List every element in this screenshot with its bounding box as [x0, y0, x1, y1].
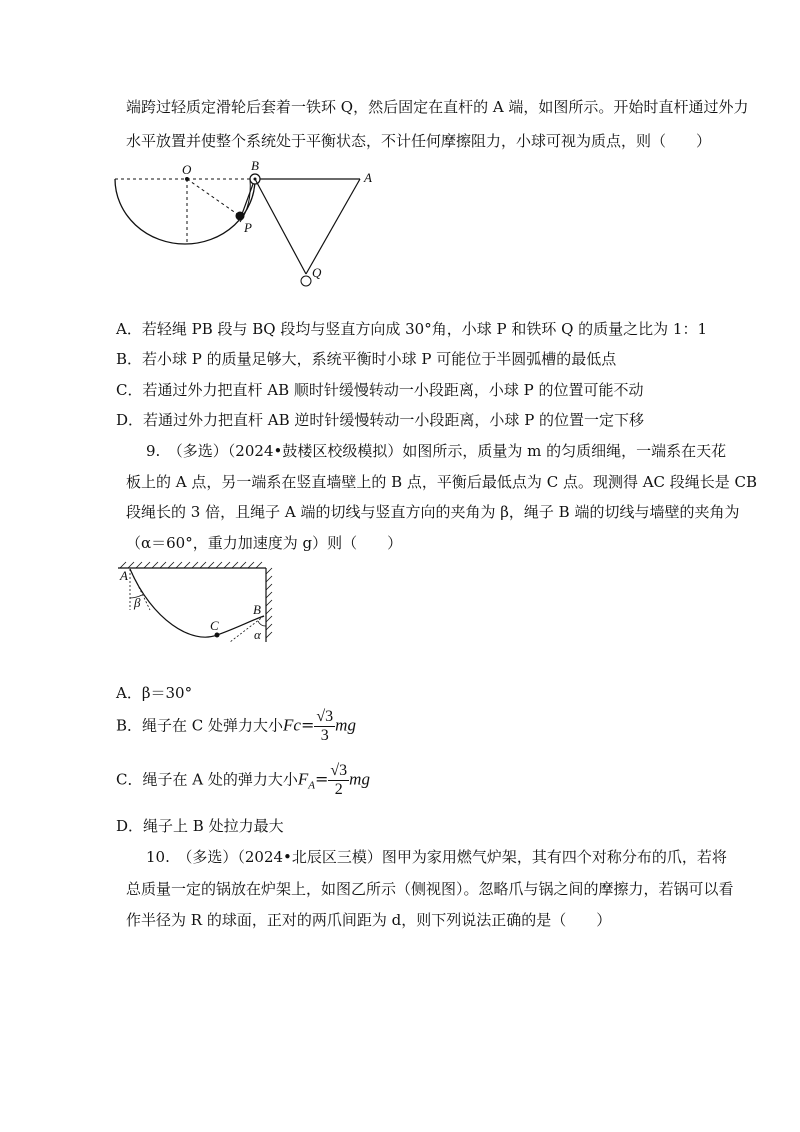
q8-option-b: B．若小球 P 的质量足够大，系统平衡时小球 P 可能位于半圆弧槽的最低点 — [116, 350, 617, 368]
q8-stem-line1: 端跨过轻质定滑轮后套着一铁环 Q，然后固定在直杆的 A 端，如图所示。开始时直杆通过外力 — [126, 98, 749, 116]
q8-option-a: A．若轻绳 PB 段与 BQ 段均与竖直方向成 30°角，小球 P 和铁环 Q 的质量之比为 1：1 — [116, 320, 708, 338]
q10-stem-line3: 作半径为 R 的球面，正对的两爪间距为 d，则下列说法正确的是（ ） — [126, 911, 612, 929]
q9-option-c-subscript: A — [308, 779, 315, 792]
fraction-denominator: 2 — [334, 781, 343, 798]
fraction-numerator: √3 — [330, 762, 348, 779]
fraction-denominator: 3 — [320, 727, 329, 744]
label-O: O — [182, 162, 192, 177]
q9-option-b-unit: mg — [335, 715, 356, 735]
q9-option-a: A．β＝30° — [116, 684, 193, 702]
q9-option-b-fraction — [314, 708, 335, 745]
label-C: C — [210, 618, 219, 633]
q9-option-b-symbol: Fc — [283, 715, 301, 735]
q10-stem-line1: 10. （多选）（2024•北辰区三模）图甲为家用燃气炉架，其有四个对称分布的爪，若将 — [146, 848, 727, 866]
q9-option-b: B．绳子在 C 处弹力大小Fc= $\frac{√3}{3}$ mg — [116, 708, 356, 744]
q9-option-b-text: B．绳子在 C 处弹力大小 — [116, 716, 284, 735]
q9-stem-line1: 9. （多选）（2024•鼓楼区校级模拟）如图所示，质量为 m 的匀质细绳，一端系在天花 — [146, 442, 727, 460]
label-alpha: α — [254, 627, 261, 642]
label-A: A — [364, 170, 372, 185]
q9-option-c-symbol: F — [297, 769, 309, 789]
label-A: A — [120, 568, 128, 583]
fraction-numerator: √3 — [316, 708, 334, 725]
q8-stem-line2: 水平放置并使整个系统处于平衡状态，不计任何摩擦阻力，小球可视为质点，则（ ） — [126, 132, 712, 150]
q9-stem-line4: （α＝60°，重力加速度为 g）则（ ） — [126, 534, 403, 552]
q9-option-c-unit: mg — [349, 769, 370, 789]
label-Q: Q — [312, 265, 322, 280]
label-B: B — [251, 160, 259, 173]
q10-stem-line2: 总质量一定的锅放在炉架上，如图乙所示（侧视图）。忽略爪与锅之间的摩擦力，若锅可以看 — [126, 880, 734, 898]
q9-figure — [112, 560, 282, 650]
q9-stem-line2: 板上的 A 点，另一端系在竖直墙壁上的 B 点，平衡后最低点为 C 点。现测得 AC 段绳长是 CB — [126, 473, 758, 491]
q9-option-c: C．绳子在 A 处的弹力大小$F_A=$ $\frac{√3}{2}$ mg — [116, 762, 370, 798]
q8-figure — [110, 160, 390, 290]
q9-option-d: D．绳子上 B 处拉力最大 — [116, 817, 284, 835]
q9-stem-line3: 段绳长的 3 倍，且绳子 A 端的切线与竖直方向的夹角为 β，绳子 B 端的切线与墙壁的夹角为 — [126, 503, 740, 521]
q9-option-c-fraction — [328, 762, 349, 799]
q9-option-c-text: C．绳子在 A 处的弹力大小 — [116, 770, 298, 789]
label-beta: β — [134, 595, 141, 610]
q8-option-d: D．若通过外力把直杆 AB 逆时针缓慢转动一小段距离，小球 P 的位置一定下移 — [116, 411, 645, 429]
label-P: P — [244, 220, 252, 235]
label-B: B — [253, 602, 261, 617]
q8-option-c: C．若通过外力把直杆 AB 顺时针缓慢转动一小段距离，小球 P 的位置可能不动 — [116, 381, 644, 399]
